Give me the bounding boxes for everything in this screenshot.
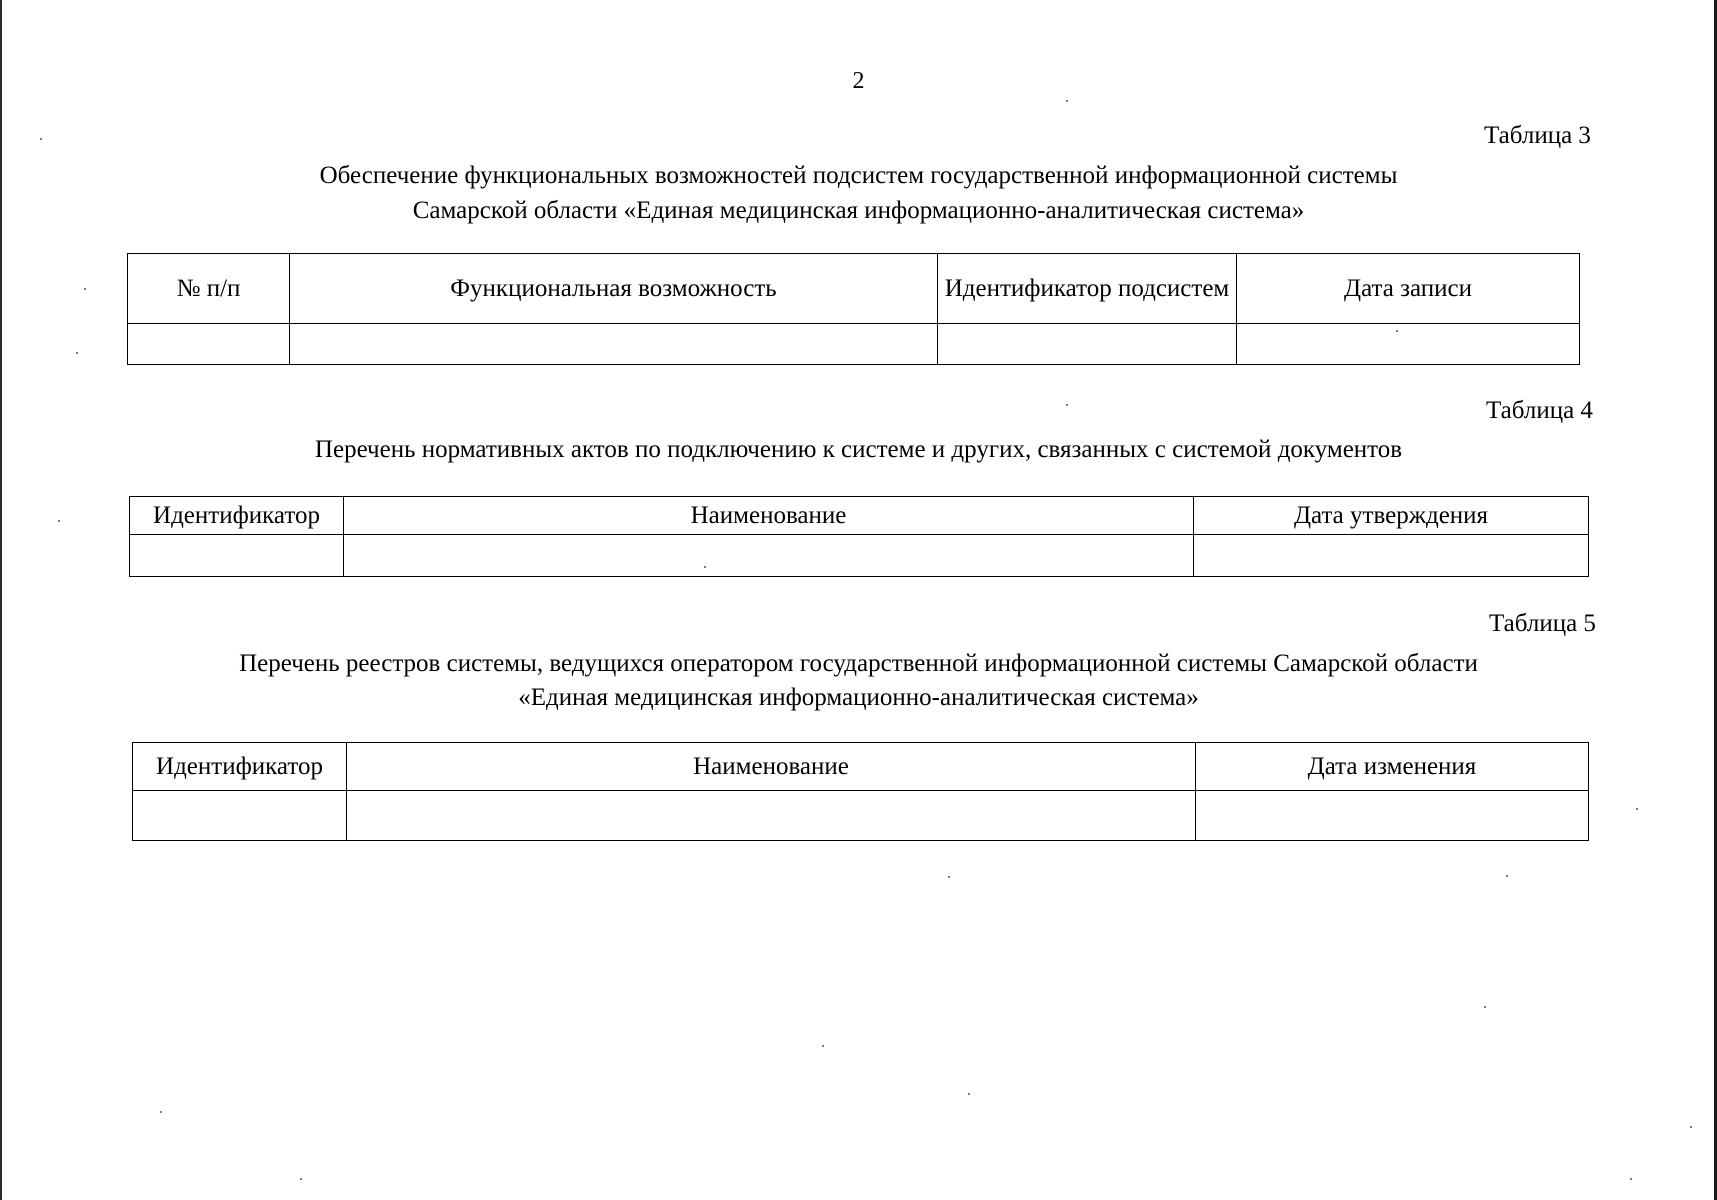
table3-header-record-date: Дата записи (1237, 254, 1580, 324)
table4-header-identifier: Идентификатор (130, 497, 344, 535)
table4-empty-row (130, 535, 1589, 577)
scan-speck (76, 352, 78, 354)
table5-cell (133, 791, 347, 841)
table5-label: Таблица 5 (1489, 610, 1596, 637)
table5 (132, 742, 1589, 841)
scan-speck (1066, 404, 1068, 406)
table3-header-row (128, 254, 1580, 324)
table5-header-identifier: Идентификатор (133, 743, 347, 791)
table4-cell (344, 535, 1194, 577)
scan-speck (704, 566, 706, 568)
scan-speck (1066, 100, 1068, 102)
table4-header-row (130, 497, 1589, 535)
scan-speck (1690, 1126, 1692, 1128)
table4-label: Таблица 4 (1486, 397, 1593, 424)
table4-header-name: Наименование (344, 497, 1194, 535)
table5-caption-line2: «Единая медицинская информационно-аналитическая система» (518, 684, 1199, 711)
table3-cell (290, 324, 938, 365)
table3-cell (938, 324, 1237, 365)
scan-speck (300, 1178, 302, 1180)
table4-caption-line1: Перечень нормативных актов по подключению к системе и других, связанных с системой документов (314, 436, 1403, 463)
scan-speck (84, 288, 86, 290)
table3-empty-row (128, 324, 1580, 365)
table4-header-approval-date: Дата утверждения (1194, 497, 1589, 535)
table3-caption-line2: Самарской области «Единая медицинская информационно-аналитическая система» (412, 197, 1305, 224)
table4 (129, 496, 1589, 577)
table3-header-subsystem-id: Идентификатор подсистем (938, 254, 1237, 324)
table3 (127, 253, 1580, 365)
scan-speck (968, 1093, 970, 1095)
table3-header-capability: Функциональная возможность (290, 254, 938, 324)
table5-empty-row (133, 791, 1589, 841)
table5-header-change-date: Дата изменения (1196, 743, 1589, 791)
scan-speck (1484, 1006, 1486, 1008)
scan-speck (1506, 875, 1508, 877)
table4-cell (1194, 535, 1589, 577)
table5-header-name: Наименование (347, 743, 1196, 791)
table3-label: Таблица 3 (1484, 122, 1591, 149)
table3-header-number: № п/п (128, 254, 290, 324)
table5-cell (347, 791, 1196, 841)
page-number: 2 (852, 68, 865, 94)
table5-caption-line1: Перечень реестров системы, ведущихся оператором государственной информационной системы Самарской области (239, 650, 1478, 677)
table4-cell (130, 535, 344, 577)
table3-caption-line1: Обеспечение функциональных возможностей подсистем государственной информационной системы (319, 162, 1398, 189)
scan-speck (948, 876, 950, 878)
table5-header-row (133, 743, 1589, 791)
scan-speck (1636, 808, 1638, 810)
scan-speck (58, 520, 60, 522)
scan-speck (1630, 1178, 1632, 1180)
scan-speck (40, 138, 42, 140)
table3-cell (1237, 324, 1580, 365)
scan-speck (1396, 330, 1398, 332)
table5-cell (1196, 791, 1589, 841)
table3-cell (128, 324, 290, 365)
scan-speck (822, 1045, 824, 1047)
scan-speck (160, 1111, 162, 1113)
